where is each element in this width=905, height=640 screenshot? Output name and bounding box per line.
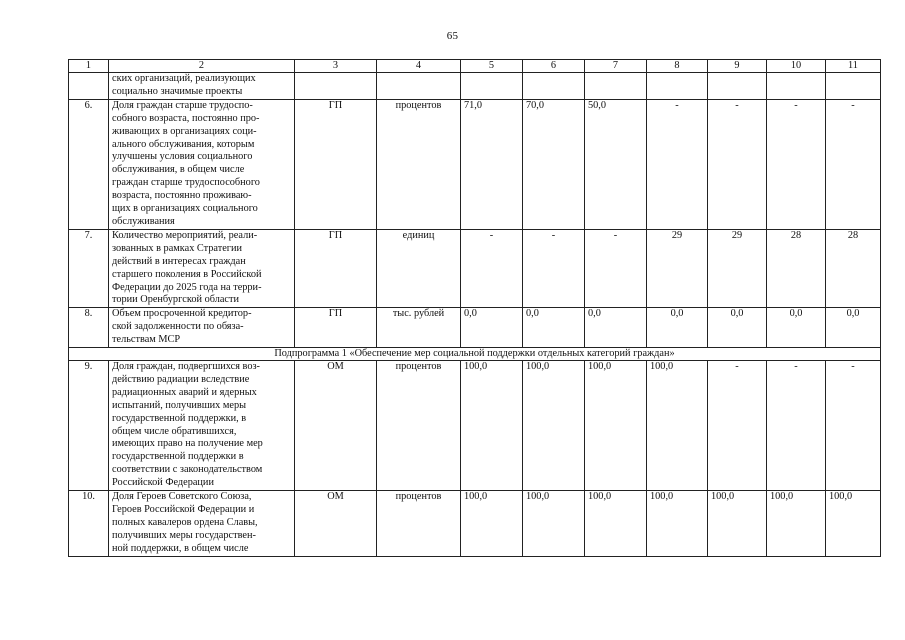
description-line: имеющих право на получение мер — [112, 438, 263, 450]
value-cell: 100,0 — [708, 491, 767, 557]
table-row — [69, 491, 881, 557]
unit-cell: единиц — [377, 229, 461, 307]
description-line: Доля граждан старше трудоспо- — [112, 99, 253, 111]
subprogram-heading: Подпрограмма 1 «Обеспечение мер социальной поддержки отдельных категорий граждан» — [69, 348, 881, 361]
value-cell: 100,0 — [585, 361, 647, 491]
value-cell: 0,0 — [647, 308, 708, 348]
column-number-cell: 9 — [708, 60, 767, 73]
value-cell: 29 — [708, 229, 767, 307]
value-cell: 100,0 — [461, 361, 523, 491]
description-line: ального обслуживания, которым — [112, 138, 255, 150]
indicator-name-cell — [109, 99, 295, 229]
column-number-cell: 10 — [767, 60, 826, 73]
description-line: щих в организациях социального — [112, 203, 258, 215]
value-cell: 28 — [767, 229, 826, 307]
unit-cell: процентов — [377, 361, 461, 491]
table-row — [69, 99, 881, 229]
value-cell: 0,0 — [585, 308, 647, 348]
description-line: государственной поддержки в — [112, 451, 244, 463]
value-cell: 100,0 — [826, 491, 881, 557]
program-type-cell: ГП — [295, 308, 377, 348]
table-row — [69, 361, 881, 491]
row-number-cell: 9. — [69, 361, 109, 491]
description-line: ной поддержки, в общем числе — [112, 542, 249, 554]
value-cell — [461, 73, 523, 100]
value-cell: 100,0 — [585, 491, 647, 557]
column-number-cell: 1 — [69, 60, 109, 73]
unit-cell: тыс. рублей — [377, 308, 461, 348]
value-cell: 100,0 — [647, 491, 708, 557]
subprogram-heading-row — [69, 348, 881, 361]
column-number-cell: 7 — [585, 60, 647, 73]
description-line: получивших меры государствен- — [112, 529, 256, 541]
description-line: государственной поддержки, в — [112, 412, 247, 424]
description-line: Российской Федерации — [112, 477, 214, 489]
value-cell — [647, 73, 708, 100]
value-cell — [523, 73, 585, 100]
value-cell — [708, 73, 767, 100]
description-line: старшего поколения в Российской — [112, 268, 262, 280]
value-cell: - — [767, 361, 826, 491]
description-line: тельствам МСР — [112, 334, 181, 346]
page-number: 65 — [446, 30, 459, 42]
indicator-name-cell — [109, 308, 295, 348]
row-number-cell — [69, 73, 109, 100]
program-type-cell: ОМ — [295, 491, 377, 557]
value-cell: - — [647, 99, 708, 229]
unit-cell: процентов — [377, 491, 461, 557]
description-line: ской задолженности по обяза- — [112, 321, 244, 333]
column-number-cell: 3 — [295, 60, 377, 73]
description-line: обслуживания, в общем числе — [112, 164, 245, 176]
description-line: испытаний, получивших меры — [112, 399, 247, 411]
row-number-cell: 8. — [69, 308, 109, 348]
value-cell: 100,0 — [523, 361, 585, 491]
description-line: обслуживания — [112, 215, 175, 227]
value-cell: 29 — [647, 229, 708, 307]
program-type-cell: ОМ — [295, 361, 377, 491]
description-line: соответствии с законодательством — [112, 464, 263, 476]
description-line: улучшены условия социального — [112, 151, 253, 163]
value-cell: - — [708, 99, 767, 229]
indicator-name-cell — [109, 73, 295, 100]
value-cell: - — [523, 229, 585, 307]
table-row — [69, 308, 881, 348]
description-line: Доля Героев Советского Союза, — [112, 491, 252, 503]
row-number-cell: 6. — [69, 99, 109, 229]
description-line: Федерации до 2025 года на терри- — [112, 281, 262, 293]
column-number-cell: 5 — [461, 60, 523, 73]
column-number-cell: 2 — [109, 60, 295, 73]
column-number-cell: 4 — [377, 60, 461, 73]
description-line: тории Оренбургской области — [112, 294, 239, 306]
value-cell: 100,0 — [523, 491, 585, 557]
indicator-name-cell — [109, 361, 295, 491]
program-type-cell: ГП — [295, 99, 377, 229]
description-line: граждан старше трудоспособного — [112, 177, 260, 189]
value-cell: 100,0 — [767, 491, 826, 557]
column-number-cell: 8 — [647, 60, 708, 73]
column-number-row — [69, 60, 881, 73]
program-type-cell: ГП — [295, 229, 377, 307]
indicators-table — [68, 59, 881, 557]
value-cell: 0,0 — [708, 308, 767, 348]
value-cell: 71,0 — [461, 99, 523, 229]
description-line: радиационных аварий и ядерных — [112, 386, 257, 398]
description-line: социально значимые проекты — [112, 85, 243, 97]
value-cell: - — [826, 99, 881, 229]
value-cell: 0,0 — [767, 308, 826, 348]
value-cell — [826, 73, 881, 100]
value-cell: - — [826, 361, 881, 491]
value-cell: 50,0 — [585, 99, 647, 229]
description-line: живающих в организациях соци- — [112, 125, 257, 137]
indicator-name-cell — [109, 491, 295, 557]
description-line: Героев Российской Федерации и — [112, 504, 255, 515]
description-line: собного возраста, постоянно про- — [112, 112, 260, 124]
table-row — [69, 73, 881, 100]
value-cell: 70,0 — [523, 99, 585, 229]
program-type-cell — [295, 73, 377, 100]
indicator-name-cell — [109, 229, 295, 307]
row-number-cell: 7. — [69, 229, 109, 307]
description-line: Количество мероприятий, реали- — [112, 229, 258, 241]
value-cell: - — [767, 99, 826, 229]
value-cell: 0,0 — [461, 308, 523, 348]
unit-cell — [377, 73, 461, 100]
column-number-cell: 11 — [826, 60, 881, 73]
value-cell: 0,0 — [523, 308, 585, 348]
description-line: общем числе обратившихся, — [112, 425, 237, 437]
row-number-cell: 10. — [69, 491, 109, 557]
column-number-cell: 6 — [523, 60, 585, 73]
value-cell: 28 — [826, 229, 881, 307]
description-line: действий в интересах граждан — [112, 255, 246, 267]
value-cell: - — [461, 229, 523, 307]
value-cell: - — [708, 361, 767, 491]
description-line: Доля граждан, подвергшихся воз- — [112, 361, 260, 373]
value-cell — [767, 73, 826, 100]
value-cell: 0,0 — [826, 308, 881, 348]
description-line: действию радиации вследствие — [112, 373, 250, 385]
description-line: полных кавалеров ордена Славы, — [112, 516, 258, 528]
value-cell: 100,0 — [461, 491, 523, 557]
value-cell: 100,0 — [647, 361, 708, 491]
value-cell — [585, 73, 647, 100]
description-line: возраста, постоянно проживаю- — [112, 190, 252, 202]
description-line: ских организаций, реализующих — [112, 73, 256, 84]
unit-cell: процентов — [377, 99, 461, 229]
description-line: Объем просроченной кредитор- — [112, 308, 252, 320]
value-cell: - — [585, 229, 647, 307]
table-body — [69, 60, 881, 557]
description-line: зованных в рамках Стратегии — [112, 242, 243, 254]
table-row — [69, 229, 881, 307]
